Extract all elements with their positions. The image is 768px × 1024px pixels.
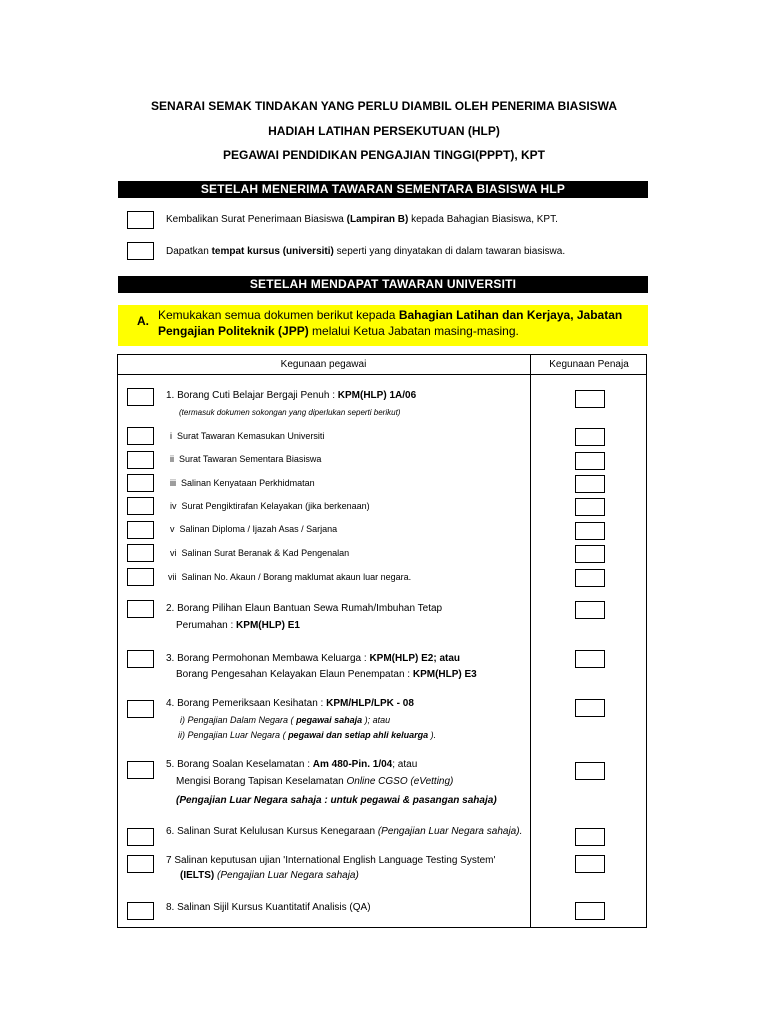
checkbox-penaja-item8[interactable] (575, 902, 605, 920)
item4-sub1: i) Pengajian Dalam Negara ( pegawai sahaja ); atau (180, 715, 391, 725)
checkbox-pegawai-sub-iv[interactable] (127, 497, 154, 515)
checkbox-pegawai-item8[interactable] (127, 902, 154, 920)
checkbox-penaja-sub-ii[interactable] (575, 452, 605, 470)
item4-sub2: ii) Pengajian Luar Negara ( pegawai dan setiap ahli keluarga ). (178, 730, 437, 740)
item1-note: (termasuk dokumen sokongan yang diperlukan seperti berikut) (179, 408, 401, 417)
checkbox-penaja-item1[interactable] (575, 390, 605, 408)
checkbox-tempat-kursus[interactable] (127, 242, 154, 260)
checkbox-penaja-sub-vi[interactable] (575, 545, 605, 563)
checkbox-penaja-sub-v[interactable] (575, 522, 605, 540)
doc-title-line3: PEGAWAI PENDIDIKAN PENGAJIAN TINGGI(PPPT), KPT (222, 148, 546, 162)
doc-title-line1: SENARAI SEMAK TINDAKAN YANG PERLU DIAMBIL OLEH PENERIMA BIASISWA (150, 99, 618, 113)
checkbox-pegawai-sub-iii[interactable] (127, 474, 154, 492)
checkbox-penaja-item5[interactable] (575, 762, 605, 780)
checkbox-penaja-item4[interactable] (575, 699, 605, 717)
checkbox-penaja-item7[interactable] (575, 855, 605, 873)
item3-line1: 3. Borang Permohonan Membawa Keluarga : KPM(HLP) E2; atau (166, 653, 461, 664)
checkbox-pegawai-sub-vi[interactable] (127, 544, 154, 562)
sub-item-iv: iv Surat Pengiktirafan Kelayakan (jika berkenaan) (170, 501, 370, 511)
table-column-divider (530, 354, 531, 928)
column-header-pegawai: Kegunaan pegawai (280, 359, 367, 370)
checkbox-pegawai-item5[interactable] (127, 761, 154, 779)
checkbox-penaja-item6[interactable] (575, 828, 605, 846)
item5-line1: 5. Borang Soalan Keselamatan : Am 480-Pin. 1/04; atau (166, 759, 418, 770)
checkbox-penaja-sub-i[interactable] (575, 428, 605, 446)
instruction-line2: Pengajian Politeknik (JPP) melalui Ketua Jabatan masing-masing. (158, 324, 519, 338)
item8-text: 8. Salinan Sijil Kursus Kuantitatif Analisis (QA) (166, 902, 371, 913)
item-kembalikan-surat: Kembalikan Surat Penerimaan Biasiswa (Lampiran B) kepada Bahagian Biasiswa, KPT. (166, 214, 558, 225)
checkbox-pegawai-item1[interactable] (127, 388, 154, 406)
checkbox-penaja-sub-iii[interactable] (575, 475, 605, 493)
item4-line1: 4. Borang Pemeriksaan Kesihatan : KPM/HLP/LPK - 08 (166, 698, 414, 709)
section-bar-tawaran-sementara: SETELAH MENERIMA TAWARAN SEMENTARA BIASISWA HLP (118, 181, 648, 198)
checkbox-pegawai-item4[interactable] (127, 700, 154, 718)
checkbox-penaja-item2[interactable] (575, 601, 605, 619)
instruction-letter: A. (137, 314, 149, 328)
instruction-line1: Kemukakan semua dokumen berikut kepada Bahagian Latihan dan Kerjaya, Jabatan (158, 308, 623, 322)
sub-item-v: v Salinan Diploma / Ijazah Asas / Sarjana (170, 524, 338, 534)
sub-item-vi: vi Salinan Surat Beranak & Kad Pengenalan (170, 548, 350, 558)
checkbox-pegawai-sub-i[interactable] (127, 427, 154, 445)
item1-text: 1. Borang Cuti Belajar Bergaji Penuh : KPM(HLP) 1A/06 (166, 390, 417, 401)
checkbox-pegawai-item7[interactable] (127, 855, 154, 873)
section-bar-tawaran-universiti: SETELAH MENDAPAT TAWARAN UNIVERSITI (118, 276, 648, 293)
item-tempat-kursus: Dapatkan tempat kursus (universiti) seperti yang dinyatakan di dalam tawaran biasiswa. (166, 246, 566, 257)
column-header-penaja: Kegunaan Penaja (549, 359, 629, 370)
item5-line2: Mengisi Borang Tapisan Keselamatan Online CGSO (eVetting) (176, 776, 454, 787)
checkbox-pegawai-item6[interactable] (127, 828, 154, 846)
checkbox-kembalikan-surat[interactable] (127, 211, 154, 229)
item7-line1: 7 Salinan keputusan ujian 'International English Language Testing System' (166, 855, 496, 866)
sub-item-iii: iii Salinan Kenyataan Perkhidmatan (170, 478, 315, 488)
checkbox-pegawai-item2[interactable] (127, 600, 154, 618)
sub-item-ii: ii Surat Tawaran Sementara Biasiswa (170, 454, 322, 464)
checkbox-penaja-sub-iv[interactable] (575, 498, 605, 516)
sub-item-i: i Surat Tawaran Kemasukan Universiti (170, 431, 325, 441)
checkbox-pegawai-sub-v[interactable] (127, 521, 154, 539)
item3-line2: Borang Pengesahan Kelayakan Elaun Penempatan : KPM(HLP) E3 (176, 669, 477, 680)
sub-item-vii: vii Salinan No. Akaun / Borang maklumat akaun luar negara. (168, 572, 412, 582)
item5-line3: (Pengajian Luar Negara sahaja : untuk pegawai & pasangan sahaja) (176, 795, 497, 806)
checkbox-pegawai-sub-ii[interactable] (127, 451, 154, 469)
checkbox-pegawai-sub-vii[interactable] (127, 568, 154, 586)
item2-line2: Perumahan : KPM(HLP) E1 (176, 620, 300, 631)
checkbox-penaja-item3[interactable] (575, 650, 605, 668)
checkbox-pegawai-item3[interactable] (127, 650, 154, 668)
item7-line2: (IELTS) (Pengajian Luar Negara sahaja) (180, 870, 359, 881)
item2-line1: 2. Borang Pilihan Elaun Bantuan Sewa Rumah/Imbuhan Tetap (166, 603, 443, 614)
table-header-divider (117, 374, 647, 375)
doc-title-line2: HADIAH LATIHAN PERSEKUTUAN (HLP) (268, 124, 500, 138)
item6-text: 6. Salinan Surat Kelulusan Kursus Kenegaraan (Pengajian Luar Negara sahaja). (166, 826, 523, 837)
checkbox-penaja-sub-vii[interactable] (575, 569, 605, 587)
